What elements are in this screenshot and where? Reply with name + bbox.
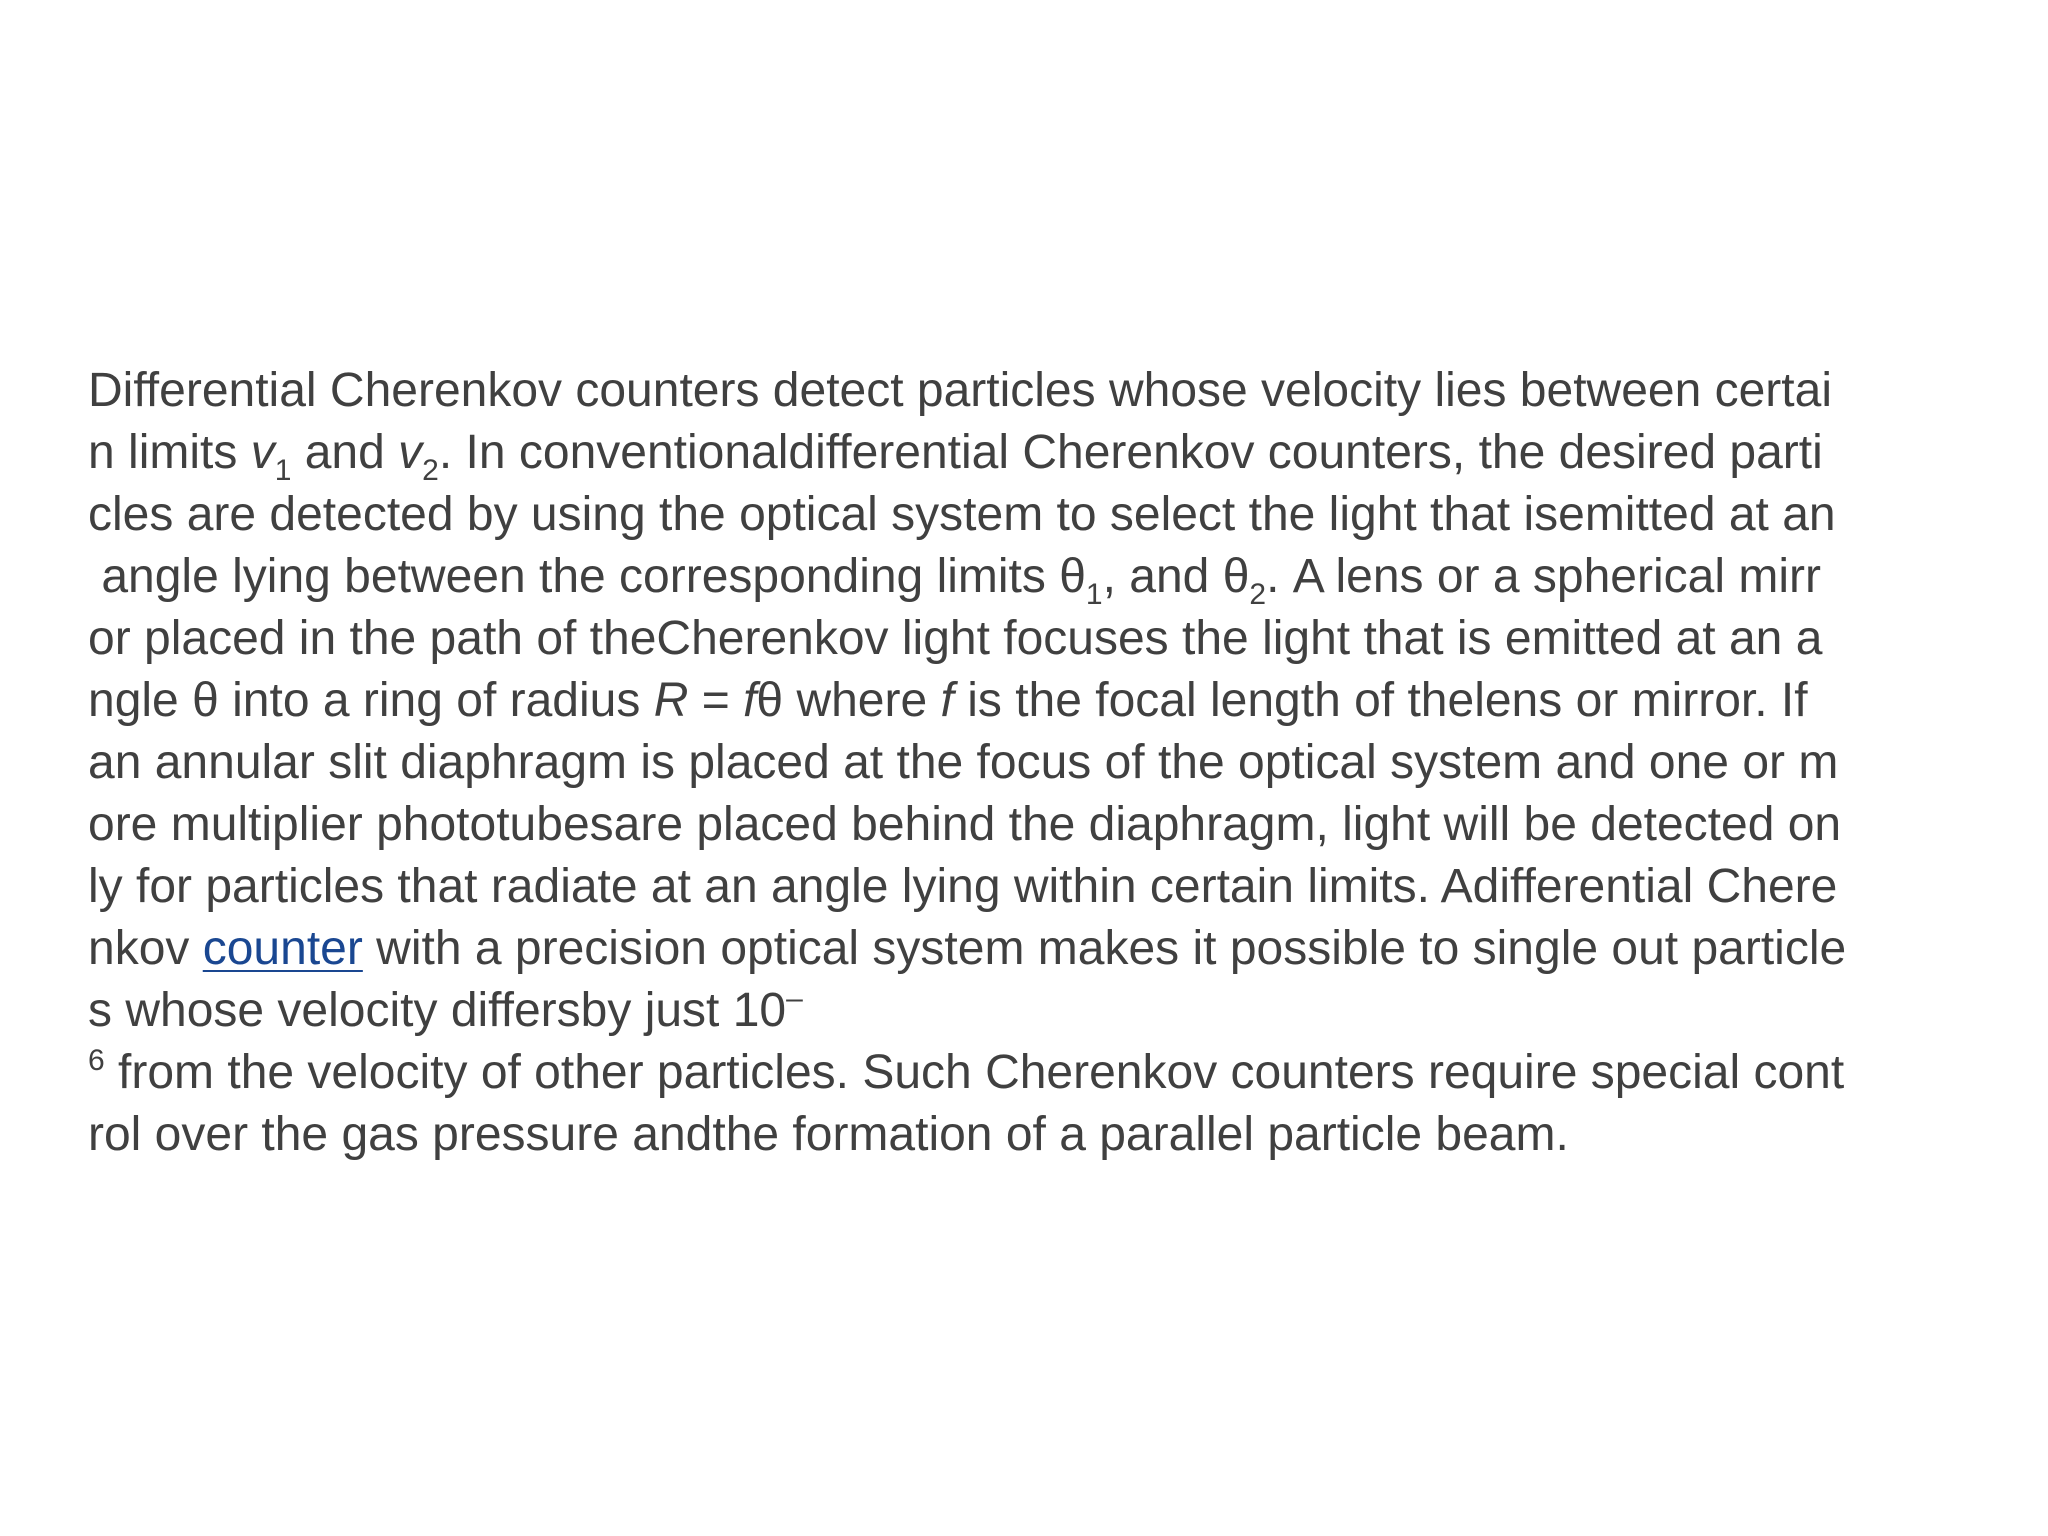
text-line: rol over the gas pressure andthe formation of a parallel particle beam. [88, 1108, 1569, 1161]
text-line: Differential Cherenkov counters detect particles whose velocity lies between certai [88, 364, 1832, 417]
text-line [88, 1042, 2028, 1104]
text-line: ore multiplier phototubesare placed behind the diaphragm, light will be detected on [88, 798, 1842, 851]
text-run: n limits [88, 426, 251, 479]
text-run: = [688, 674, 744, 727]
text-line: or placed in the path of theCherenkov light focuses the light that is emitted at an a [88, 612, 1823, 665]
text-run: , and θ [1102, 550, 1250, 603]
text-run: . A lens or a spherical mirr [1266, 550, 1821, 603]
text-line: an annular slit diaphragm is placed at the focus of the optical system and one or m [88, 736, 1839, 789]
radius-symbol: R [653, 674, 689, 727]
superscript: – [786, 982, 803, 1015]
superscript: 6 [88, 1044, 105, 1077]
text-line [88, 670, 2028, 732]
text-run: . In conventionaldifferential Cherenkov counters, the desired parti [438, 426, 1823, 479]
velocity-symbol: v [398, 426, 423, 479]
subscript: 1 [274, 454, 292, 487]
text-line [88, 980, 2028, 1042]
text-run: with a precision optical system makes it possible to single out particle [362, 922, 1847, 975]
text-run: θ where [756, 674, 941, 727]
focal-length-symbol: f [940, 674, 954, 727]
text-line: cles are detected by using the optical system to select the light that isemitted at an [88, 488, 1836, 541]
subscript: 2 [1249, 578, 1267, 611]
text-run: and [291, 426, 399, 479]
text-run: from the velocity of other particles. Such Cherenkov counters require special cont [104, 1046, 1845, 1099]
text-run: nkov [88, 922, 203, 975]
text-run: is the focal length of thelens or mirror. If [953, 674, 1808, 727]
velocity-symbol: v [250, 426, 275, 479]
text-line [88, 422, 2028, 487]
focal-length-symbol: f [743, 674, 757, 727]
text-line [88, 918, 2028, 980]
subscript: 1 [1085, 578, 1103, 611]
text-line: ly for particles that radiate at an angle lying within certain limits. Adifferential Chere [88, 860, 1838, 913]
counter-link[interactable]: counter [202, 922, 363, 975]
subscript: 2 [422, 454, 439, 487]
text-line [88, 546, 2028, 611]
text-run: ngle θ into a ring of radius [88, 674, 654, 727]
article-paragraph [88, 360, 2028, 1166]
text-run: angle lying between the corresponding limits θ [88, 550, 1086, 603]
text-run: s whose velocity differsby just 10 [88, 984, 787, 1037]
